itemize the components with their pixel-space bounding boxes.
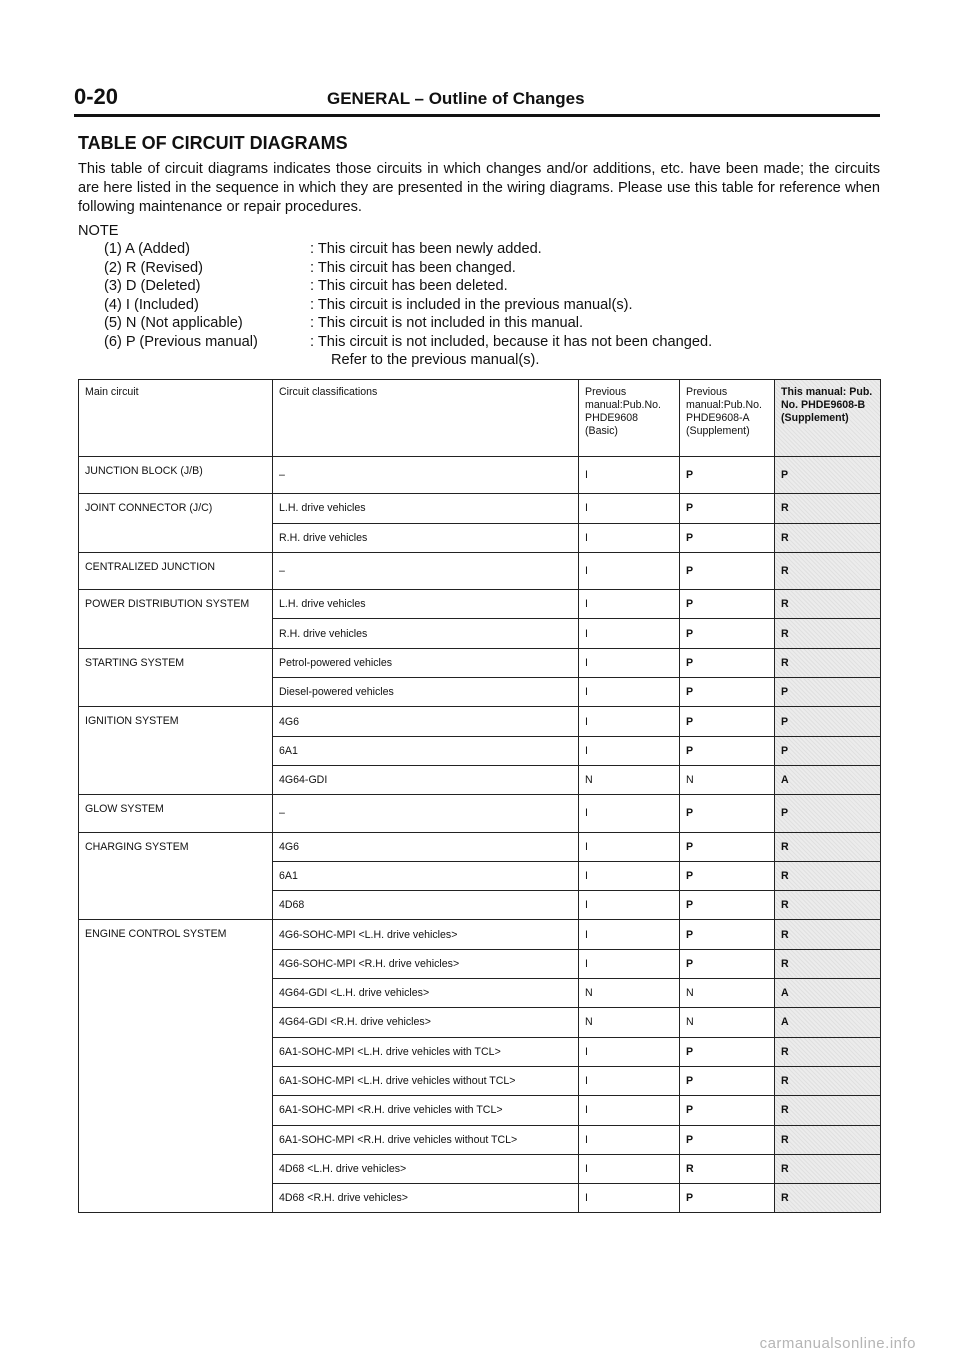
note-term: (5) N (Not applicable) xyxy=(104,315,243,331)
this-manual-cell: R xyxy=(775,619,881,648)
main-circuit-cell: POWER DISTRIBUTION SYSTEM xyxy=(79,590,273,649)
this-manual-cell: R xyxy=(775,1125,881,1154)
watermark: carmanualsonline.info xyxy=(759,1335,916,1352)
previous-supplement-a-cell: N xyxy=(680,765,775,794)
table-row xyxy=(79,457,881,494)
main-circuit-cell: IGNITION SYSTEM xyxy=(79,707,273,795)
main-circuit-cell: JOINT CONNECTOR (J/C) xyxy=(79,494,273,553)
previous-supplement-a-cell: P xyxy=(680,648,775,677)
circuit-classification-cell: – xyxy=(273,795,579,832)
circuit-classification-cell: 6A1 xyxy=(273,861,579,890)
circuit-classification-cell: 4G64-GDI <L.H. drive vehicles> xyxy=(273,979,579,1008)
note-desc: : This circuit is included in the previous manual(s). xyxy=(310,296,633,313)
circuit-classification-cell: – xyxy=(273,552,579,589)
main-circuit-cell: GLOW SYSTEM xyxy=(79,795,273,832)
note-item xyxy=(104,240,864,259)
this-manual-cell: A xyxy=(775,979,881,1008)
this-manual-cell: P xyxy=(775,736,881,765)
previous-basic-cell: I xyxy=(579,1154,680,1183)
previous-basic-cell: I xyxy=(579,590,680,619)
circuit-classification-cell: 6A1-SOHC-MPI <R.H. drive vehicles without TCL> xyxy=(273,1125,579,1154)
note-desc: : This circuit is not included, because it has not been changed. xyxy=(310,333,713,350)
this-manual-cell: R xyxy=(775,552,881,589)
note-item xyxy=(104,277,864,296)
main-circuit-cell: STARTING SYSTEM xyxy=(79,648,273,707)
table-body xyxy=(79,457,881,1213)
previous-supplement-a-cell: P xyxy=(680,1037,775,1066)
header-main-circuit: Main circuit xyxy=(79,380,273,457)
previous-supplement-a-cell: P xyxy=(680,1066,775,1095)
previous-supplement-a-cell: P xyxy=(680,736,775,765)
previous-basic-cell: I xyxy=(579,1066,680,1095)
circuit-classification-cell: 6A1 xyxy=(273,736,579,765)
this-manual-cell: P xyxy=(775,795,881,832)
main-circuit-cell: ENGINE CONTROL SYSTEM xyxy=(79,920,273,1213)
this-manual-cell: R xyxy=(775,861,881,890)
previous-basic-cell: I xyxy=(579,494,680,523)
note-item xyxy=(104,296,864,315)
this-manual-cell: R xyxy=(775,590,881,619)
table-header-row xyxy=(79,380,881,457)
note-desc: : This circuit has been changed. xyxy=(310,259,516,276)
table-row xyxy=(79,552,881,589)
previous-basic-cell: I xyxy=(579,678,680,707)
circuit-classification-cell: 4G6-SOHC-MPI <R.H. drive vehicles> xyxy=(273,949,579,978)
this-manual-cell: R xyxy=(775,1154,881,1183)
previous-supplement-a-cell: P xyxy=(680,861,775,890)
table-row xyxy=(79,590,881,619)
this-manual-cell: P xyxy=(775,707,881,736)
this-manual-cell: R xyxy=(775,1066,881,1095)
circuit-classification-cell: 4G64-GDI xyxy=(273,765,579,794)
previous-supplement-a-cell: P xyxy=(680,832,775,861)
circuit-classification-cell: 4G6 xyxy=(273,832,579,861)
table-row xyxy=(79,494,881,523)
main-circuit-cell: CHARGING SYSTEM xyxy=(79,832,273,920)
note-desc: : This circuit is not included in this manual. xyxy=(310,315,584,331)
circuit-classification-cell: 4G64-GDI <R.H. drive vehicles> xyxy=(273,1008,579,1037)
previous-basic-cell: N xyxy=(579,979,680,1008)
circuit-classification-cell: 4G6 xyxy=(273,707,579,736)
intro-paragraph: This table of circuit diagrams indicates those circuits in which changes and/or additions, etc. have been made; the circuits are here listed in the sequence in which they are presented in the wiring diagrams. Please use this table for reference when following maintenance or repair procedures. xyxy=(78,161,880,215)
header-previous-supplement-a: Previous manual:Pub.No. PHDE9608-A (Supplement) xyxy=(680,380,775,457)
previous-supplement-a-cell: P xyxy=(680,795,775,832)
this-manual-cell: R xyxy=(775,523,881,552)
table-row xyxy=(79,648,881,677)
previous-supplement-a-cell: P xyxy=(680,891,775,920)
previous-supplement-a-cell: P xyxy=(680,1125,775,1154)
circuit-classification-cell: 6A1-SOHC-MPI <R.H. drive vehicles with TCL> xyxy=(273,1096,579,1125)
previous-supplement-a-cell: N xyxy=(680,979,775,1008)
previous-supplement-a-cell: P xyxy=(680,949,775,978)
note-label: NOTE xyxy=(78,223,119,239)
table-row xyxy=(79,920,881,949)
previous-supplement-a-cell: P xyxy=(680,494,775,523)
this-manual-cell: R xyxy=(775,949,881,978)
this-manual-cell: R xyxy=(775,1096,881,1125)
previous-supplement-a-cell: P xyxy=(680,1096,775,1125)
table-row xyxy=(79,832,881,861)
this-manual-cell: R xyxy=(775,1037,881,1066)
circuit-classification-cell: 6A1-SOHC-MPI <L.H. drive vehicles without TCL> xyxy=(273,1066,579,1095)
note-continuation: Refer to the previous manual(s). xyxy=(331,352,540,368)
note-term: (4) I (Included) xyxy=(104,296,199,313)
previous-basic-cell: I xyxy=(579,949,680,978)
note-item xyxy=(104,259,864,278)
previous-basic-cell: I xyxy=(579,619,680,648)
page-header xyxy=(74,84,880,117)
previous-basic-cell: I xyxy=(579,920,680,949)
circuit-classification-cell: 4G6-SOHC-MPI <L.H. drive vehicles> xyxy=(273,920,579,949)
note-term: (1) A (Added) xyxy=(104,241,190,257)
previous-basic-cell: I xyxy=(579,861,680,890)
note-item xyxy=(104,314,864,333)
circuit-classification-cell: L.H. drive vehicles xyxy=(273,494,579,523)
circuit-classification-cell: – xyxy=(273,457,579,494)
section-title: TABLE OF CIRCUIT DIAGRAMS xyxy=(78,133,348,153)
header-circuit-classifications: Circuit classifications xyxy=(273,380,579,457)
circuit-classification-cell: Petrol-powered vehicles xyxy=(273,648,579,677)
previous-supplement-a-cell: N xyxy=(680,1008,775,1037)
previous-basic-cell: I xyxy=(579,1125,680,1154)
previous-basic-cell: N xyxy=(579,1008,680,1037)
header-this-manual: This manual: Pub. No. PHDE9608-B (Supplement) xyxy=(775,380,881,457)
previous-basic-cell: I xyxy=(579,707,680,736)
previous-supplement-a-cell: R xyxy=(680,1154,775,1183)
previous-supplement-a-cell: P xyxy=(680,552,775,589)
previous-basic-cell: I xyxy=(579,795,680,832)
header-previous-basic: Previous manual:Pub.No. PHDE9608 (Basic) xyxy=(579,380,680,457)
this-manual-cell: P xyxy=(775,678,881,707)
previous-supplement-a-cell: P xyxy=(680,590,775,619)
previous-supplement-a-cell: P xyxy=(680,1184,775,1213)
circuit-classification-cell: 6A1-SOHC-MPI <L.H. drive vehicles with TCL> xyxy=(273,1037,579,1066)
note-desc: : This circuit has been newly added. xyxy=(310,241,542,257)
previous-supplement-a-cell: P xyxy=(680,707,775,736)
circuit-classification-cell: Diesel-powered vehicles xyxy=(273,678,579,707)
this-manual-cell: P xyxy=(775,457,881,494)
main-circuit-cell: JUNCTION BLOCK (J/B) xyxy=(79,457,273,494)
this-manual-cell: A xyxy=(775,1008,881,1037)
main-circuit-cell: CENTRALIZED JUNCTION xyxy=(79,552,273,589)
previous-basic-cell: I xyxy=(579,552,680,589)
previous-basic-cell: I xyxy=(579,891,680,920)
previous-supplement-a-cell: P xyxy=(680,619,775,648)
this-manual-cell: R xyxy=(775,1184,881,1213)
circuit-classification-cell: 4D68 <L.H. drive vehicles> xyxy=(273,1154,579,1183)
note-term: (3) D (Deleted) xyxy=(104,278,201,294)
previous-basic-cell: I xyxy=(579,523,680,552)
previous-supplement-a-cell: P xyxy=(680,678,775,707)
circuit-classification-cell: R.H. drive vehicles xyxy=(273,523,579,552)
table-row xyxy=(79,795,881,832)
previous-basic-cell: I xyxy=(579,832,680,861)
this-manual-cell: R xyxy=(775,494,881,523)
previous-basic-cell: N xyxy=(579,765,680,794)
this-manual-cell: R xyxy=(775,832,881,861)
table-row xyxy=(79,707,881,736)
this-manual-cell: R xyxy=(775,920,881,949)
this-manual-cell: R xyxy=(775,891,881,920)
previous-basic-cell: I xyxy=(579,736,680,765)
note-term: (2) R (Revised) xyxy=(104,259,203,276)
circuit-classification-cell: L.H. drive vehicles xyxy=(273,590,579,619)
this-manual-cell: R xyxy=(775,648,881,677)
notes-list xyxy=(104,240,864,370)
previous-basic-cell: I xyxy=(579,648,680,677)
previous-supplement-a-cell: P xyxy=(680,523,775,552)
previous-basic-cell: I xyxy=(579,1184,680,1213)
previous-basic-cell: I xyxy=(579,457,680,494)
circuit-classification-cell: 4D68 xyxy=(273,891,579,920)
previous-basic-cell: I xyxy=(579,1096,680,1125)
previous-supplement-a-cell: P xyxy=(680,457,775,494)
header-title: GENERAL – Outline of Changes xyxy=(327,89,585,108)
note-term: (6) P (Previous manual) xyxy=(104,333,258,350)
circuit-classification-cell: R.H. drive vehicles xyxy=(273,619,579,648)
page-number: 0-20 xyxy=(74,84,119,109)
note-desc: : This circuit has been deleted. xyxy=(310,278,508,294)
note-item xyxy=(104,333,864,352)
previous-supplement-a-cell: P xyxy=(680,920,775,949)
this-manual-cell: A xyxy=(775,765,881,794)
previous-basic-cell: I xyxy=(579,1037,680,1066)
circuit-diagrams-table xyxy=(78,379,881,1213)
circuit-classification-cell: 4D68 <R.H. drive vehicles> xyxy=(273,1184,579,1213)
